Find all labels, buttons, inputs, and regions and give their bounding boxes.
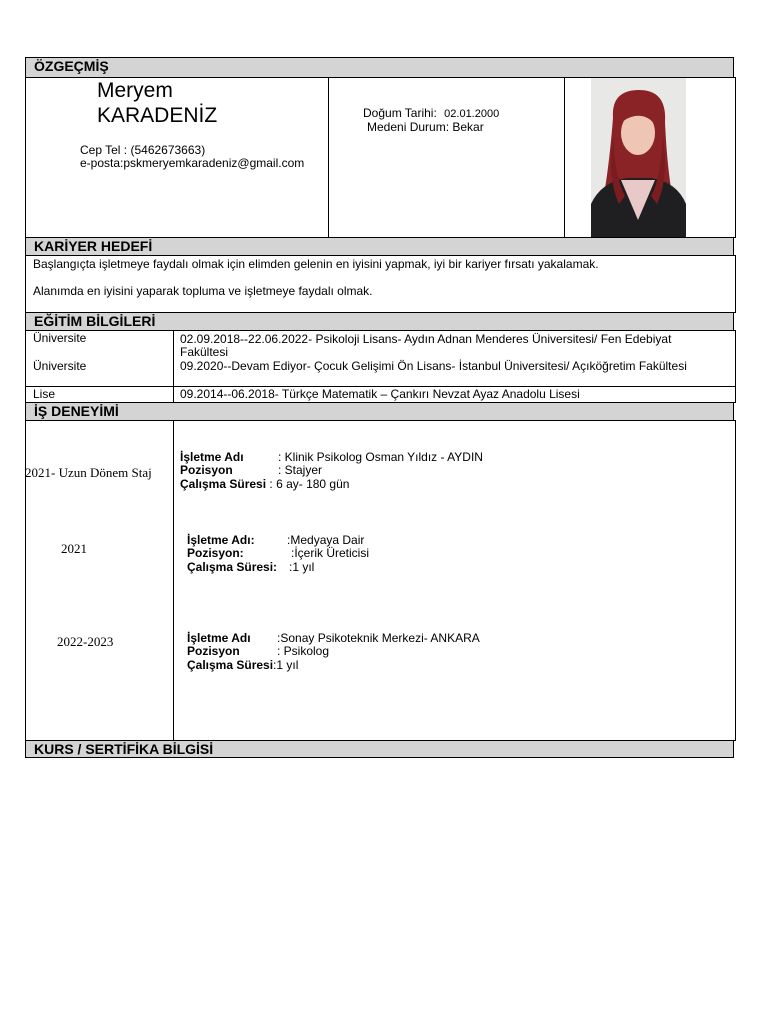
education-title: EĞİTİM BİLGİLERİ (34, 313, 156, 329)
duration-label: Çalışma Süresi (180, 477, 267, 491)
courses-title: KURS / SERTİFİKA BİLGİSİ (34, 741, 214, 757)
duration-label: Çalışma Süresi (187, 658, 274, 672)
experience-position-row (187, 645, 329, 658)
email: e-posta:pskmeryemkaradeniz@gmail.com (80, 156, 305, 170)
position-value: Psikolog (283, 644, 330, 658)
divider (173, 331, 174, 402)
cv-document (25, 57, 736, 758)
position-label: Pozisyon: (187, 546, 244, 560)
duration-value: 6 ay- 180 gün (276, 477, 350, 491)
career-title: KARİYER HEDEFİ (34, 238, 153, 254)
career-bar (25, 237, 734, 256)
position-label: Pozisyon (187, 644, 240, 658)
experience-position-row (180, 464, 322, 477)
duration-sep: : (266, 477, 277, 491)
duration-sep: : (273, 658, 277, 672)
experience-duration-row (187, 659, 298, 672)
experience-title: İŞ DENEYİMİ (34, 403, 119, 419)
position-value: Stajyer (284, 463, 323, 477)
education-detail-cont: Fakültesi (180, 345, 229, 359)
education-bar (25, 312, 734, 331)
divider (328, 78, 329, 237)
experience-period: 2021 (61, 541, 87, 556)
experience-duration-row (187, 561, 314, 574)
career-line-1: Başlangıçta işletmeye faydalı olmak için elimden gelenin en iyisini yapmak, iyi bir kariyer fırsatı yakalamak. (33, 257, 599, 271)
education-detail: 09.2014--06.2018- Türkçe Matematik – Çankırı Nevzat Ayaz Anadolu Lisesi (180, 387, 580, 401)
education-detail: 02.09.2018--22.06.2022- Psikoloji Lisans- Aydın Adnan Menderes Üniversitesi/ Fen Edebiyat (180, 332, 672, 346)
education-detail: 09.2020--Devam Ediyor- Çocuk Gelişimi Ön Lisans- İstanbul Üniversitesi/ Açıköğretim Fakültesi (180, 359, 687, 373)
education-type: Üniversite (33, 331, 87, 345)
duration-value: 1 yıl (276, 658, 299, 672)
company-label: İşletme Adı (180, 450, 244, 464)
header-title: ÖZGEÇMİŞ (34, 58, 109, 74)
duration-label: Çalışma Süresi: (187, 560, 278, 574)
company-sep: : (287, 533, 291, 547)
divider (173, 421, 174, 740)
profile-photo (591, 78, 686, 237)
marital-status: Medeni Durum: Bekar (367, 120, 484, 134)
experience-duration-row (180, 478, 349, 491)
birth-date (363, 107, 499, 121)
phone: Cep Tel : (5462673663) (80, 143, 206, 157)
duration-value: 1 yıl (292, 560, 315, 574)
experience-bar (25, 402, 734, 421)
experience-period: 2022-2023 (57, 634, 114, 649)
company-value: Medyaya Dair (290, 533, 365, 547)
position-value: İçerik Üreticisi (294, 546, 370, 560)
divider (564, 78, 565, 237)
education-type: Lise (33, 387, 56, 401)
duration-sep: : (289, 560, 293, 574)
career-line-2: Alanımda en iyisini yaparak topluma ve işletmeye faydalı olmak. (33, 284, 373, 298)
position-sep: : (277, 644, 284, 658)
birth-date-value: 02.01.2000 (444, 108, 500, 120)
education-type: Üniversite (33, 359, 87, 373)
position-label: Pozisyon (180, 463, 233, 477)
company-sep: : (277, 631, 281, 645)
experience-period: 2021- Uzun Dönem Staj (25, 465, 152, 480)
company-value: Klinik Psikolog Osman Yıldız - AYDIN (284, 450, 483, 464)
first-name: Meryem (97, 79, 173, 102)
company-value: Sonay Psikoteknik Merkezi- ANKARA (280, 631, 480, 645)
courses-bar (25, 740, 734, 758)
last-name: KARADENİZ (97, 104, 218, 127)
company-sep: : (278, 450, 285, 464)
birth-date-label: Doğum Tarihi: (363, 106, 437, 120)
company-label: İşletme Adı (187, 631, 251, 645)
header-bar (25, 57, 734, 78)
position-sep: : (278, 463, 285, 477)
position-sep: : (291, 546, 295, 560)
company-label: İşletme Adı: (187, 533, 255, 547)
experience-position-row (187, 547, 369, 560)
